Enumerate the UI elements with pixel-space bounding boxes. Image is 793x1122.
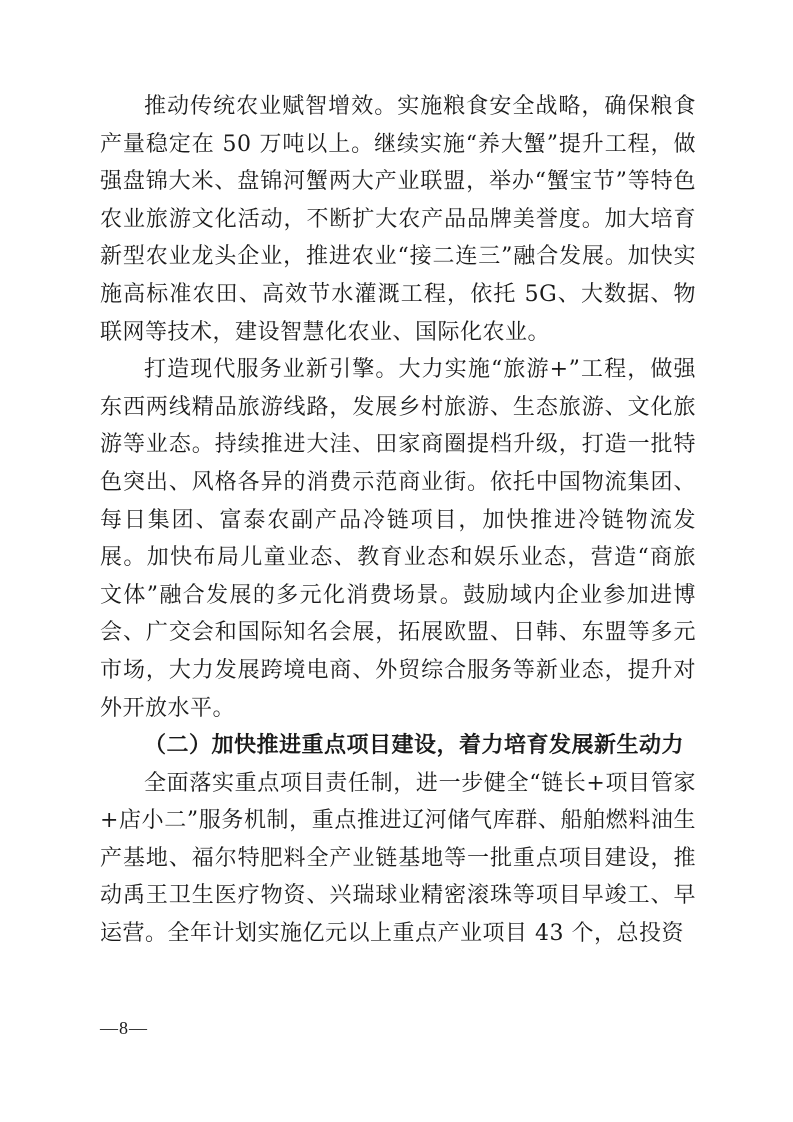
paragraph-agriculture: 推动传统农业赋智增效。实施粮食安全战略，确保粮食产量稳定在 50 万吨以上。继续实施“养大蟹”提升工程，做强盘锦大米、盘锦河蟹两大产业联盟，举办“蟹宝节”等特色农业旅游文化活动，不断扩大农产品品牌美誉度。加大培育新型农业龙头企业，推进农业“接二连三”融合发展。加快实施高标准农田、高效节水灌溉工程，依托 5G、大数据、物联网等技术，建设智慧化农业、国际化农业。 bbox=[100, 94, 696, 345]
paragraph-key-projects: 全面落实重点项目责任制，进一步健全“链长+项目管家+店小二”服务机制，重点推进辽河储气库群、船舶燃料油生产基地、福尔特肥料全产业链基地等一批重点项目建设，推动禹王卫生医疗物资、兴瑞球业精密滚珠等项目早竣工、早运营。全年计划实施亿元以上重点产业项目 43 个，总投资 bbox=[100, 770, 696, 947]
section-heading: （二）加快推进重点项目建设，着力培育发展新生动力 bbox=[144, 732, 685, 759]
document-body bbox=[100, 88, 696, 953]
paragraph-services: 打造现代服务业新引擎。大力实施“旅游+”工程，做强东西两线精品旅游线路，发展乡村旅游、生态旅游、文化旅游等业态。持续推进大洼、田家商圈提档升级，打造一批特色突出、风格各异的消费示范商业街。依托中国物流集团、每日集团、富泰农副产品冷链项目，加快推进冷链物流发展。加快布局儿童业态、教育业态和娱乐业态，营造“商旅文体”融合发展的多元化消费场景。鼓励域内企业参加进博会、广交会和国际知名会展，拓展欧盟、日韩、东盟等多元市场，大力发展跨境电商、外贸综合服务等新业态，提升对外开放水平。 bbox=[100, 357, 696, 721]
page-number: —8— bbox=[100, 1018, 148, 1038]
